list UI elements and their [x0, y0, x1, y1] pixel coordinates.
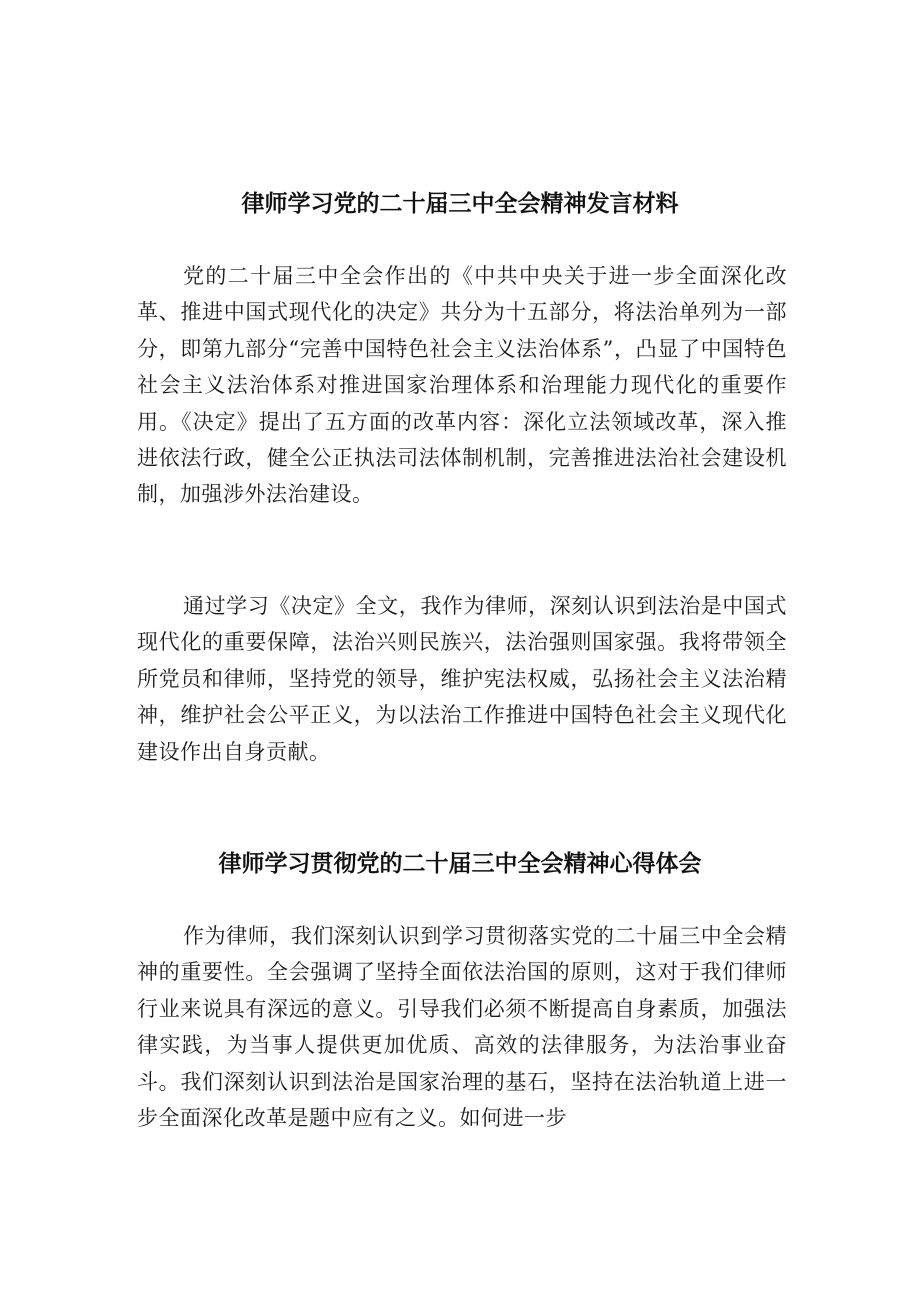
- section-2-title: 律师学习贯彻党的二十届三中全会精神心得体会: [218, 851, 702, 878]
- section-1-paragraph-1: 党的二十届三中全会作出的《中共中央关于进一步全面深化改革、推进中国式现代化的决定》共分为十五部分，将法治单列为一部分，即第九部分“完善中国特色社会主义法治体系”，凸显了中国特色社会主义法治体系对推进国家治理体系和治理能力现代化的重要作用。《决定》提出了五方面的改革内容：深化立法领域改革，深入推进依法行政，健全公正执法司法体制机制，完善推进法治社会建设机制，加强涉外法治建设。: [137, 264, 787, 507]
- section-1-paragraph-2: 通过学习《决定》全文，我作为律师，深刻认识到法治是中国式现代化的重要保障，法治兴则民族兴，法治强则国家强。我将带领全所党员和律师，坚持党的领导，维护宪法权威，弘扬社会主义法治精神，维护社会公平正义，为以法治工作推进中国特色社会主义现代化建设作出自身贡献。: [137, 594, 787, 764]
- section-2-paragraph-1: 作为律师，我们深刻认识到学习贯彻落实党的二十届三中全会精神的重要性。全会强调了坚持全面依法治国的原则，这对于我们律师行业来说具有深远的意义。引导我们必须不断提高自身素质，加强法律实践，为当事人提供更加优质、高效的法律服务，为法治事业奋斗。我们深刻认识到法治是国家治理的基石，坚持在法治轨道上进一步全面深化改革是题中应有之义。如何进一步: [137, 924, 787, 1131]
- section-1-title: 律师学习党的二十届三中全会精神发言材料: [241, 191, 679, 218]
